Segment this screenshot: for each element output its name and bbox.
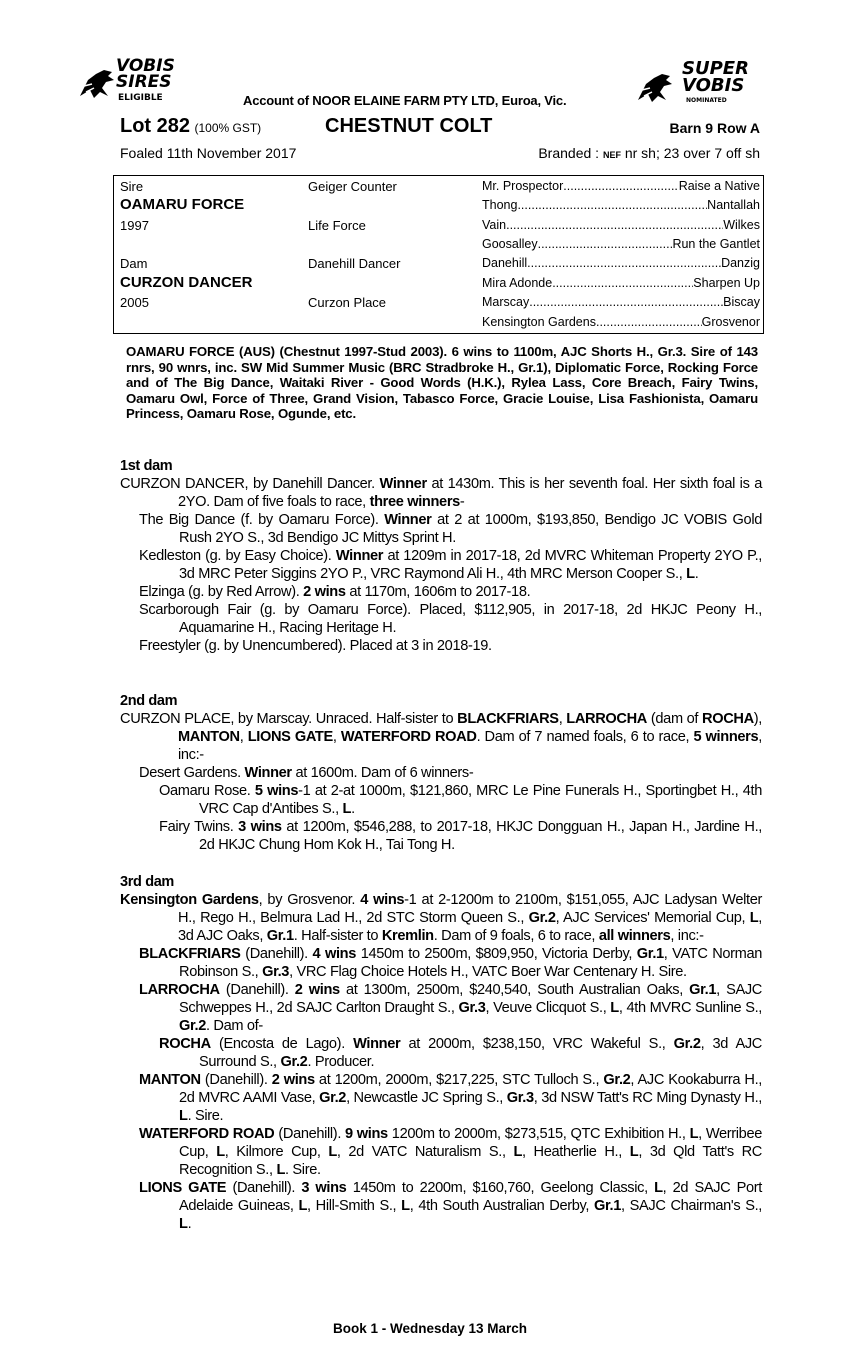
bold-run: Gr.1 [594, 1198, 622, 1214]
bold-run: Gr.2 [603, 1072, 631, 1088]
bold-run: MANTON [139, 1072, 201, 1088]
foal-entry [159, 782, 762, 818]
text-run: , SAJC Chairman's S., [621, 1198, 762, 1214]
third-dam-section [120, 873, 762, 1233]
logo-super-text: SUPER [682, 58, 749, 79]
gen3-left: Mira Adonde [482, 276, 553, 290]
foal-entry [139, 601, 762, 637]
second-dam-foals [120, 764, 762, 854]
sire-summary: OAMARU FORCE (AUS) (Chestnut 1997-Stud 2003). 6 wins to 1100m, AJC Shorts H., Gr.3. Sire of 143 rnrs, 90 wnrs, inc. SW Mid Summer Music (BRC Stradbroke H., Gr.1), Diplomatic Force, Rocking Force and of The Big Dance, Waitaki River - Good Words (H.K.), Rylea Lass, Core Breach, Fairy Twins, Oamaru Owl, Force of Three, Grand Vision, Tabasco Force, Gracie Louise, Lisa Fashionista, Oamaru Princess, Oamaru Rose, Ogunde, etc. [126, 344, 758, 422]
foal-entry [139, 637, 762, 655]
text-run: Scarborough Fair (g. by Oamaru Force). Placed, $112,905, in 2017-18, 2d HKJC Peony H., Aquamarine H., Racing Heritage H. [139, 602, 762, 636]
text-run: . [351, 801, 355, 817]
pedigree-gen3-row [482, 295, 760, 309]
bold-run: L [216, 1144, 225, 1160]
first-dam-intro [120, 475, 762, 511]
bold-run: L [689, 1126, 699, 1142]
foal-entry [139, 1179, 762, 1233]
pedigree-gen3-row [482, 276, 760, 290]
text-run: , 4th MVRC Sunline S., [618, 1000, 762, 1016]
bold-run: Winner [335, 548, 384, 564]
bold-run: three winners [369, 494, 460, 510]
sire-year: 1997 [120, 218, 149, 233]
gen3-left: Vain [482, 218, 507, 232]
text-run: , inc:- [670, 928, 704, 944]
text-run: , 3d Qld Tatt's RC Recognition S., [179, 1144, 762, 1178]
barn-location: Barn 9 Row A [669, 120, 760, 136]
bold-run: Kensington Gardens [120, 892, 259, 908]
bold-run: 5 wins [254, 783, 299, 799]
sire-sire: Geiger Counter [308, 179, 397, 194]
gen3-left: Goosalley [482, 237, 538, 251]
bold-run: 9 wins [345, 1126, 388, 1142]
gen3-right: Grosvenor [701, 315, 760, 329]
bold-run: L [513, 1144, 523, 1160]
horse-emblem-icon [78, 66, 118, 102]
branded-label: Branded : [538, 145, 603, 161]
dam-sire: Danehill Dancer [308, 256, 401, 271]
text-run: at 1170m, 1606m to 2017-18. [345, 584, 531, 600]
text-run: , 3d AJC Oaks, [178, 910, 762, 944]
foal-entry [139, 945, 762, 981]
bold-run: Gr.2 [179, 1018, 206, 1034]
lot-line [120, 115, 760, 141]
third-dam-intro [120, 891, 762, 945]
text-run: Kedleston (g. by Easy Choice). [139, 548, 336, 564]
text-run: at 1200m, 2000m, $217,225, STC Tulloch S., [314, 1072, 604, 1088]
bold-run: Gr.1 [636, 946, 664, 962]
bold-run: Gr.3 [458, 1000, 486, 1016]
foal-entry [139, 547, 762, 583]
gen3-right: Nantallah [707, 198, 760, 212]
dam-label: Dam [120, 256, 148, 271]
bold-run: L [179, 1108, 188, 1124]
text-run: , [332, 729, 341, 745]
text-run: Fairy Twins. [159, 819, 239, 835]
second-dam-intro [120, 710, 762, 764]
text-run: . Dam of 9 foals, 6 to race, [433, 928, 599, 944]
bold-run: WATERFORD ROAD [340, 729, 477, 745]
sire-label: Sire [120, 179, 144, 194]
text-run: . [187, 1216, 192, 1232]
text-run: (Danehill). [274, 1126, 346, 1142]
lot-number: Lot 282 [120, 115, 191, 137]
text-run: , Veuve Clicquot S., [485, 1000, 611, 1016]
foal-entry [159, 818, 762, 854]
bold-run: 5 winners [693, 729, 759, 745]
text-run: , AJC Services' Memorial Cup, [555, 910, 750, 926]
text-run: , [239, 729, 248, 745]
text-run: at 1600m. Dam of 6 winners- [291, 765, 474, 781]
gen3-right: Raise a Native [678, 179, 760, 193]
brand-marks: nr sh; 23 over 7 off sh [620, 145, 760, 161]
lot-description: CHESTNUT COLT [325, 115, 493, 137]
text-run: . Dam of- [206, 1018, 263, 1034]
pedigree-gen3-row [482, 237, 760, 251]
bold-run: L [610, 1000, 619, 1016]
logo-sires-text: SIRES [116, 72, 172, 92]
first-dam-foals [120, 511, 762, 655]
sire-name: OAMARU FORCE [120, 196, 245, 213]
vobis-sires-logo [78, 58, 198, 108]
pedigree-gen3-row [482, 315, 760, 329]
bold-run: Winner [244, 765, 292, 781]
vendor-account: Account of NOOR ELAINE FARM PTY LTD, Euroa, Vic. [243, 93, 567, 108]
text-run: at 1300m, 2500m, $240,540, South Australian Oaks, [339, 982, 690, 998]
text-run: , VRC Flag Choice Hotels H., VATC Boer War Centenary H. Sire. [289, 964, 687, 980]
logo-eligible-text: ELIGIBLE [118, 93, 163, 103]
gen3-left: Kensington Gardens [482, 315, 596, 329]
text-run: Desert Gardens. [139, 765, 245, 781]
text-run: at 1209m in 2017-18, 2d MVRC Whiteman Property 2YO P., 3d MRC Peter Siggins 2YO P., VRC Raymond Ali H., 4th MRC Merson Cooper S., [179, 548, 762, 582]
foal-entry [139, 981, 762, 1035]
text-run: , AJC Kookaburra H., 2d MVRC AAMI Vase, [179, 1072, 762, 1106]
foal-entry [159, 1035, 762, 1071]
pedigree-table [113, 175, 764, 334]
bold-run: L [298, 1198, 308, 1214]
bold-run: Gr.3 [506, 1090, 534, 1106]
text-run: at 1200m, $546,288, to 2017-18, HKJC Dongguan H., Japan H., Jardine H., 2d HKJC Chung Hom Kok H., Tai Tong H. [199, 819, 762, 853]
text-run: , 3d NSW Tatt's RC Ming Dynasty H., [533, 1090, 762, 1106]
logo-vobis-text: VOBIS [682, 75, 745, 96]
text-run: . [694, 566, 699, 582]
bold-run: L [328, 1144, 337, 1160]
text-run: , inc:- [178, 729, 762, 763]
branding [538, 145, 760, 161]
text-run: , Newcastle JC Spring S., [346, 1090, 507, 1106]
gen3-right: Danzig [721, 256, 760, 270]
text-run: 1450m to 2200m, $160,760, Geelong Classic, [346, 1180, 655, 1196]
bold-run: Gr.2 [319, 1090, 347, 1106]
text-run: (Danehill). [226, 1180, 302, 1196]
bold-run: 3 wins [238, 819, 282, 835]
bold-run: Winner [384, 512, 432, 528]
text-run: (Danehill). [219, 982, 295, 998]
bold-run: Gr.2 [528, 910, 556, 926]
grand-foals [139, 782, 762, 854]
bold-run: L [276, 1162, 286, 1178]
pedigree-gen3-row [482, 218, 760, 232]
grand-foals [139, 1035, 762, 1071]
text-run: (Encosta de Lago). [210, 1036, 354, 1052]
bold-run: ROCHA [702, 711, 754, 727]
bold-run: L [342, 801, 352, 817]
text-run: , by Grosvenor. [258, 892, 361, 908]
text-run: , Kilmore Cup, [224, 1144, 329, 1160]
bold-run: 3 wins [301, 1180, 347, 1196]
text-run: at 2000m, $238,150, VRC Wakeful S., [400, 1036, 674, 1052]
bold-run: MANTON [178, 729, 240, 745]
bold-run: 2 wins [294, 982, 340, 998]
bold-run: Winner [379, 476, 427, 492]
text-run: Oamaru Rose. [159, 783, 255, 799]
text-run: at 1430m. This is her seventh foal. Her sixth foal is a 2YO. Dam of five foals to race, [178, 476, 762, 510]
text-run: , 2d VATC Naturalism S., [336, 1144, 514, 1160]
gen3-left: Mr. Prospector [482, 179, 564, 193]
bold-run: Gr.3 [262, 964, 290, 980]
brand-nef: NEF [602, 150, 621, 160]
bold-run: Gr.2 [280, 1054, 308, 1070]
pedigree-gen3-row [482, 198, 760, 212]
bold-run: Winner [353, 1036, 401, 1052]
gen3-left: Danehill [482, 256, 528, 270]
text-run: . Half-sister to [293, 928, 382, 944]
text-run: -1 at 2-at 1000m, $121,860, MRC Le Pine Funerals H., Sportingbet H., 4th VRC Cap d'Antibes S., [199, 783, 762, 817]
bold-run: Gr.1 [689, 982, 717, 998]
text-run: (Danehill). [200, 1072, 272, 1088]
gen3-left: Thong [482, 198, 518, 212]
text-run: , Hill-Smith S., [307, 1198, 402, 1214]
gen3-right: Run the Gantlet [672, 237, 760, 251]
text-run: , Heatherlie H., [522, 1144, 630, 1160]
bold-run: L [686, 566, 695, 582]
pedigree-gen3-row [482, 256, 760, 270]
bold-run: L [749, 910, 759, 926]
third-dam-foals [120, 945, 762, 1233]
text-run: -1 at 2-1200m to 2100m, $151,055, AJC Ladysan Welter H., Rego H., Belmura Lad H., 2d STC Storm Queen S., [178, 892, 762, 926]
gen3-right: Wilkes [723, 218, 760, 232]
dam-name: CURZON DANCER [120, 274, 253, 291]
bold-run: LIONS GATE [139, 1180, 227, 1196]
text-run: . Sire. [285, 1162, 321, 1178]
foal-entry [139, 1125, 762, 1179]
bold-run: BLACKFRIARS [139, 946, 241, 962]
bold-run: Gr.1 [266, 928, 294, 944]
text-run: Elzinga (g. by Red Arrow). [139, 584, 304, 600]
text-run: - [459, 494, 465, 510]
sire-dam: Life Force [308, 218, 366, 233]
bold-run: all winners [598, 928, 671, 944]
bold-run: LIONS GATE [247, 729, 333, 745]
bold-run: 2 wins [303, 584, 346, 600]
text-run: . Dam of 7 named foals, 6 to race, [476, 729, 694, 745]
bold-run: 4 wins [360, 892, 405, 908]
first-dam-heading: 1st dam [120, 458, 173, 474]
gen3-right: Sharpen Up [693, 276, 760, 290]
dam-year: 2005 [120, 295, 149, 310]
text-run: , 3d AJC Surround S., [199, 1036, 762, 1070]
horse-emblem-icon [636, 70, 676, 106]
bold-run: BLACKFRIARS [457, 711, 559, 727]
text-run: , Werribee Cup, [179, 1126, 762, 1160]
third-dam-heading: 3rd dam [120, 874, 174, 890]
bold-run: ROCHA [159, 1036, 211, 1052]
bold-run: L [179, 1216, 188, 1232]
gen3-right: Biscay [723, 295, 760, 309]
bold-run: WATERFORD ROAD [139, 1126, 275, 1142]
foal-entry [139, 511, 762, 547]
text-run: (dam of [647, 711, 703, 727]
bold-run: L [654, 1180, 663, 1196]
page-footer: Book 1 - Wednesday 13 March [332, 1321, 528, 1336]
text-run: , [558, 711, 567, 727]
text-run: CURZON PLACE, by Marscay. Unraced. Half-sister to [120, 711, 458, 727]
text-run: 1200m to 2000m, $273,515, QTC Exhibition H., [387, 1126, 690, 1142]
foal-entry [139, 1071, 762, 1125]
text-run: 1450m to 2500m, $809,950, Victoria Derby, [356, 946, 637, 962]
foaled-date: Foaled 11th November 2017 [120, 145, 297, 161]
logo-nominated-text: NOMINATED [686, 97, 727, 104]
second-dam-section [120, 692, 762, 854]
foaled-line [120, 145, 760, 161]
gst-note: (100% GST) [194, 121, 262, 135]
foal-entry [139, 764, 762, 782]
bold-run: L [629, 1144, 639, 1160]
dam-dam: Curzon Place [308, 295, 387, 310]
bold-run: LARROCHA [566, 711, 647, 727]
text-run: ), [753, 711, 762, 727]
bold-run: LARROCHA [139, 982, 220, 998]
bold-run: Kremlin [381, 928, 434, 944]
text-run: . Sire. [187, 1108, 224, 1124]
text-run: , SAJC Schweppes H., 2d SAJC Carlton Draught S., [179, 982, 762, 1016]
gen3-left: Marscay [482, 295, 530, 309]
super-vobis-logo [636, 60, 776, 112]
foal-entry [139, 583, 762, 601]
text-run: at 2 at 1000m, $193,850, Bendigo JC VOBIS Gold Rush 2YO S., 3d Bendigo JC Mittys Sprint H. [179, 512, 762, 546]
text-run: The Big Dance (f. by Oamaru Force). [139, 512, 385, 528]
text-run: , VATC Norman Robinson S., [179, 946, 762, 980]
text-run: CURZON DANCER, by Danehill Dancer. [120, 476, 380, 492]
logo-vobis-text: VOBIS [116, 56, 175, 76]
first-dam-section [120, 457, 762, 655]
text-run: , 4th South Australian Derby, [409, 1198, 595, 1214]
bold-run: L [401, 1198, 410, 1214]
text-run: (Danehill). [240, 946, 313, 962]
text-run: , 2d SAJC Port Adelaide Guineas, [179, 1180, 762, 1214]
second-dam-heading: 2nd dam [120, 693, 178, 709]
bold-run: 2 wins [271, 1072, 315, 1088]
text-run: . Producer. [307, 1054, 375, 1070]
pedigree-gen3-row [482, 179, 760, 193]
bold-run: 4 wins [312, 946, 357, 962]
bold-run: Gr.2 [673, 1036, 701, 1052]
text-run: Freestyler (g. by Unencumbered). Placed at 3 in 2018-19. [139, 638, 492, 654]
